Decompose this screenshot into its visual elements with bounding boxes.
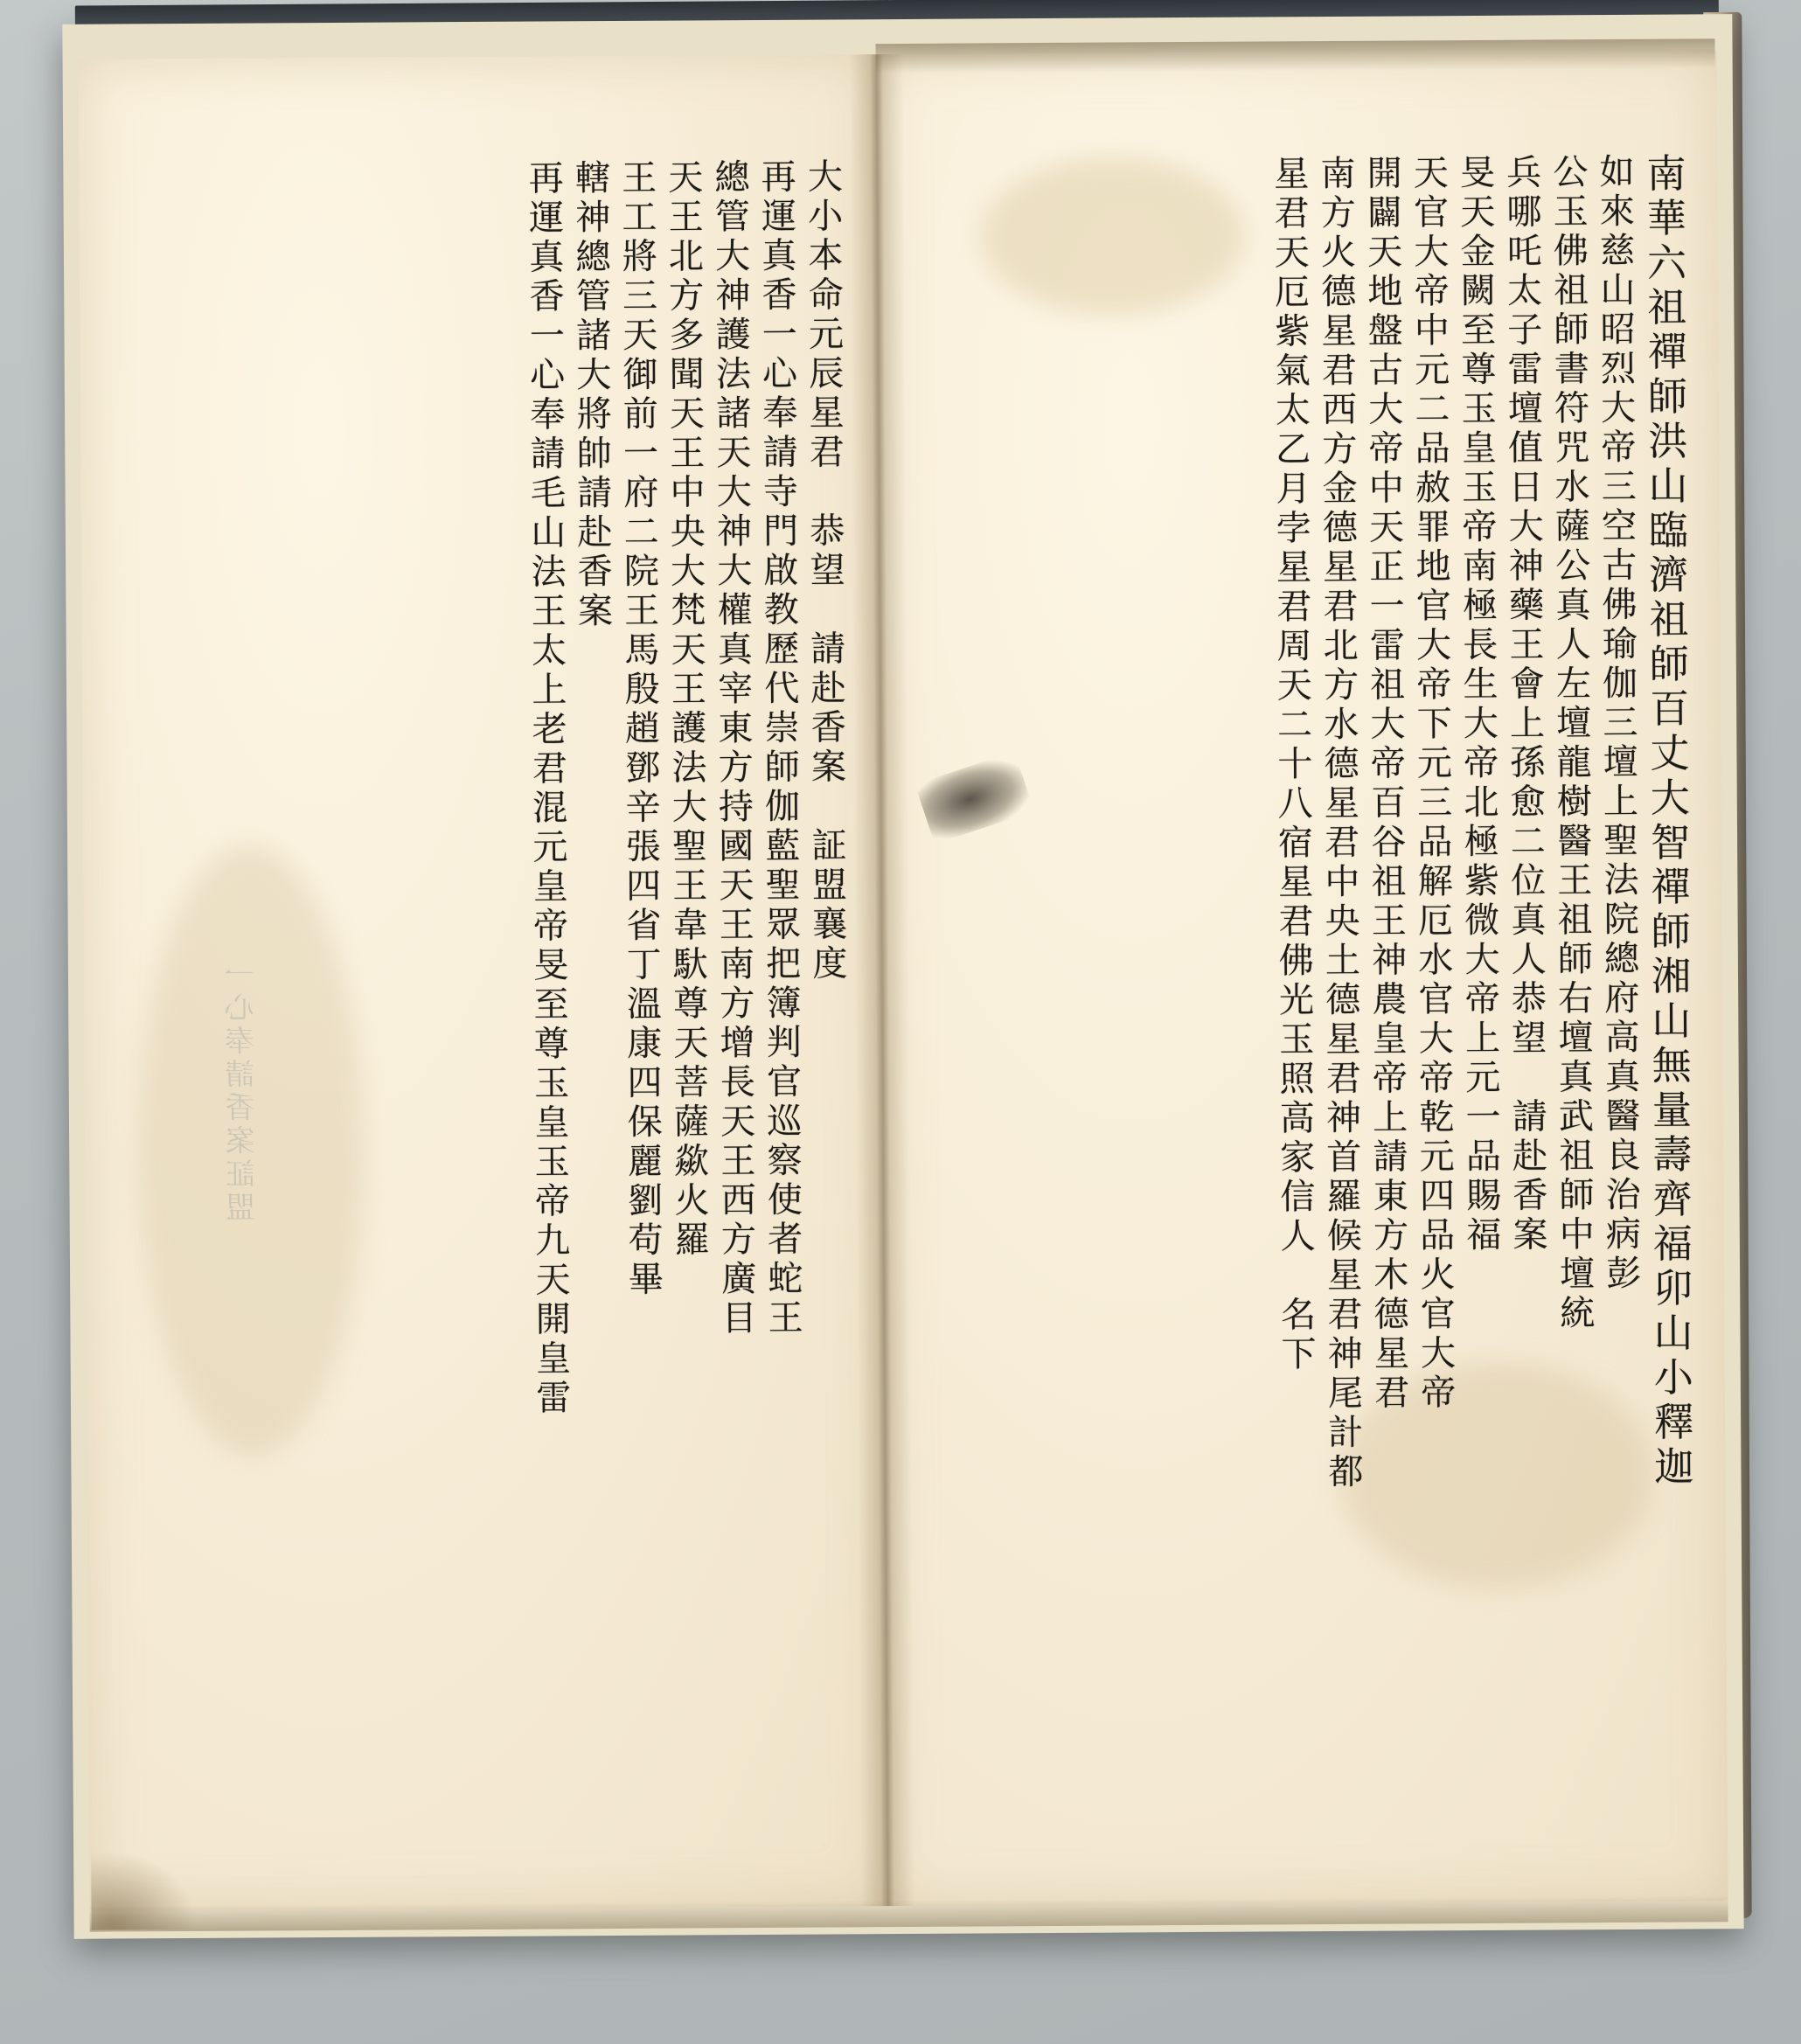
verso-showthrough-text: 一心奉請香案証盟	[224, 958, 261, 1225]
right-page-columns	[876, 49, 1728, 1906]
text-column: 大小本命元辰星君 恭望 請赴香案 証盟襄度	[802, 157, 848, 984]
text-column: 再運真香一心奉請寺門啟教歷代崇師伽藍聖眾把簿判官巡察使者蛇王	[755, 157, 803, 1338]
left-page	[79, 54, 886, 1911]
open-book	[62, 14, 1743, 1939]
text-column: 開闢天地盤古大帝中天正一雷祖大帝百谷祖王神農皇帝上請東方木德星君	[1360, 154, 1409, 1414]
text-column: 兵哪吒太子雷壇值日大神藥王會上孫愈二位真人恭望 請赴香案	[1500, 153, 1548, 1255]
text-column: 王工將三天御前一府二院王馬殷趙鄧辛張四省丁溫康四保麗劉苟畢	[615, 158, 664, 1300]
text-column: 星君天厄紫氣太乙月孛星君周天二十八宿星君佛光玉照高家信人 名下	[1268, 155, 1317, 1375]
text-column: 總管大神護法諸天大神大權真宰東方持國天王南方增長天王西方廣目	[708, 158, 757, 1339]
text-column: 南方火德星君西方金德星君北方水德星君中央土德星君神首羅候星君神尾計都	[1314, 154, 1364, 1493]
right-page	[876, 49, 1728, 1906]
text-column: 再運真香一心奉請毛山法王太上老君混元皇帝旻至尊玉皇玉帝九天開皇雷	[523, 159, 571, 1419]
text-column: 公玉佛祖師書符咒水薩公真人左壇龍樹醫王祖師右壇真武祖師中壇統	[1547, 153, 1595, 1334]
text-column: 旻天金闕至尊玉皇玉帝南極長生大帝北極紫微大帝上元一品賜福	[1454, 153, 1502, 1256]
text-column: 南華六祖禪師洪山臨濟祖師百丈大智禪師湘山無量壽齊福卯山小釋迦	[1639, 152, 1694, 1491]
left-page-columns	[79, 54, 886, 1911]
text-column: 天官大帝中元二品赦罪地官大帝下元三品解厄水官大帝乾元四品火官大帝	[1408, 154, 1456, 1414]
text-column: 轄神總管諸大將帥請赴香案	[569, 159, 613, 632]
text-column: 如來慈山昭烈大帝三空古佛瑜伽三壇上聖法院總府高真醫良治病彭	[1593, 152, 1641, 1295]
text-column: 天王北方多聞天王中央大梵天王護法大聖王韋馱尊天菩薩歘火羅	[662, 158, 710, 1261]
